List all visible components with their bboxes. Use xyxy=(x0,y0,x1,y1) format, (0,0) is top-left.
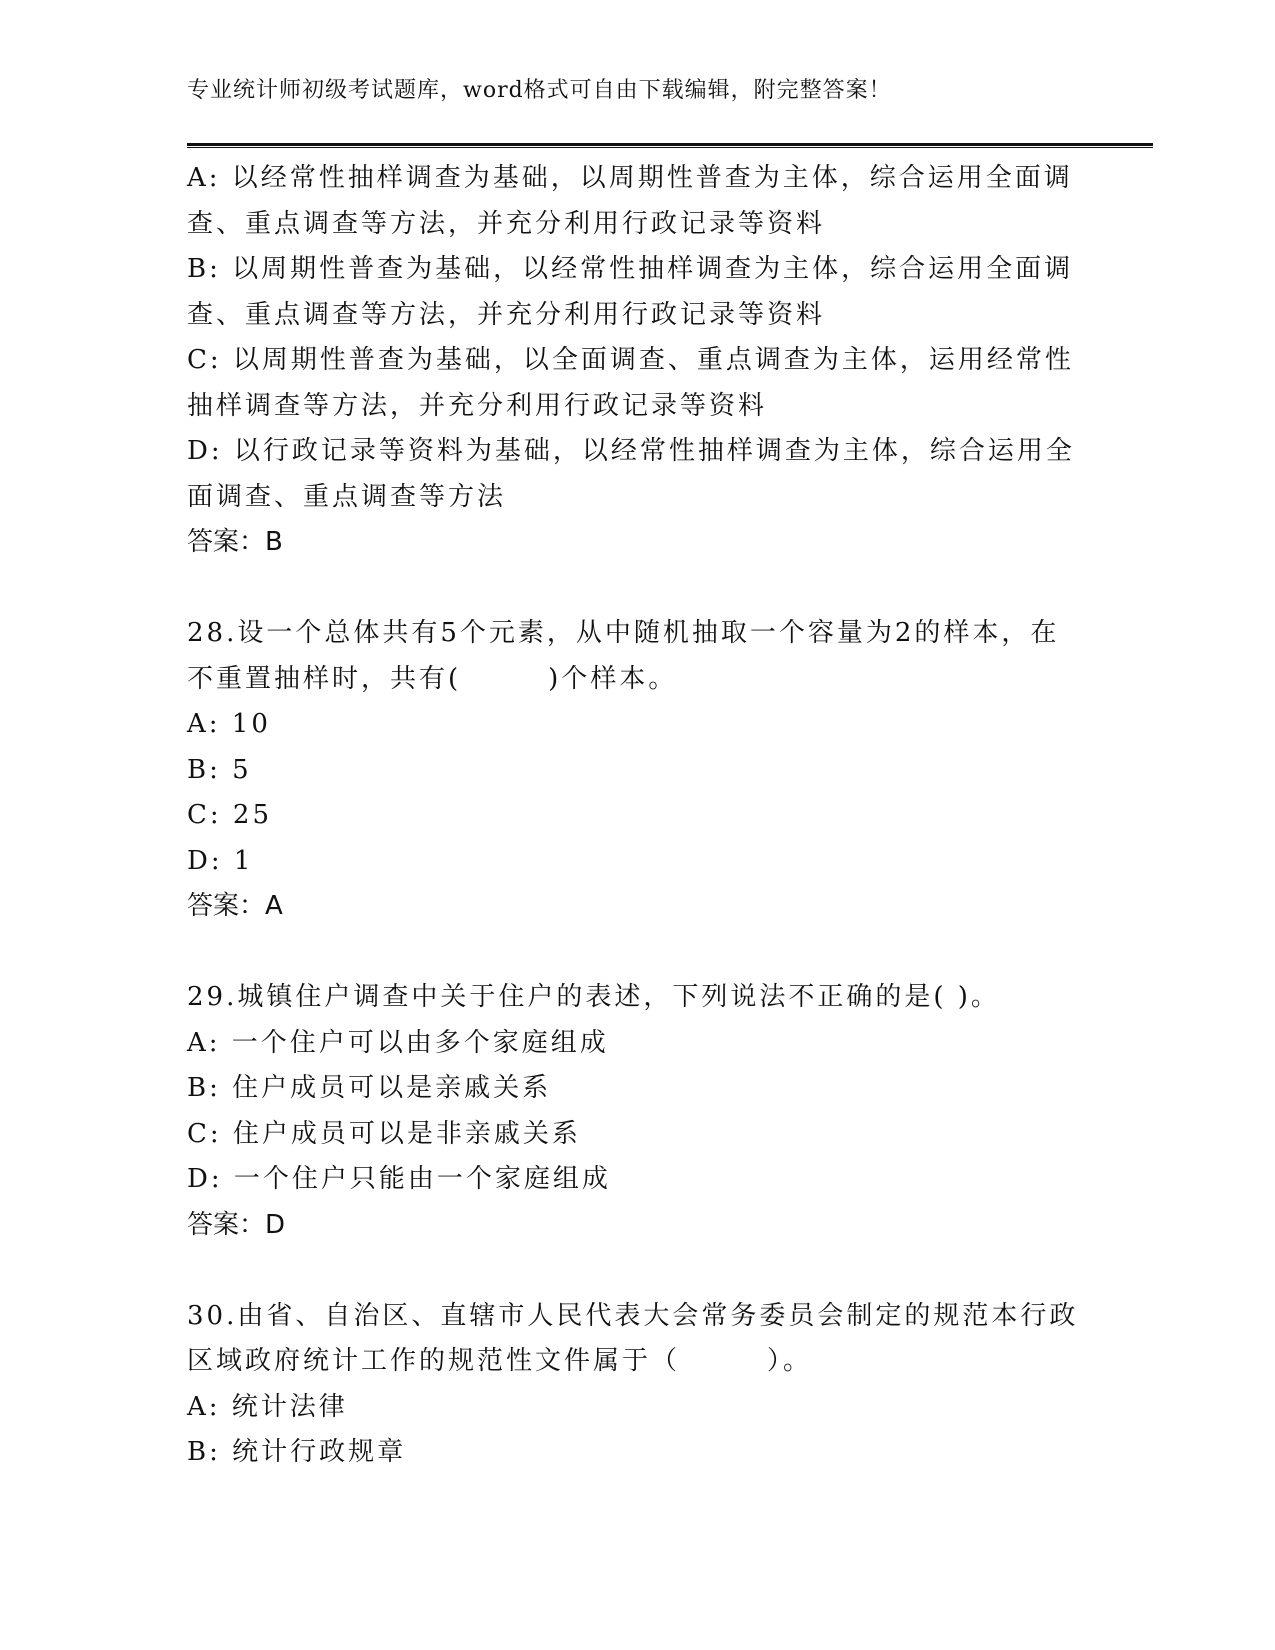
q30-option-a: A: 统计法律 xyxy=(187,1391,348,1422)
q28-option-b: B: 5 xyxy=(187,754,252,785)
q28-stem-line2: 不重置抽样时，共有( )个样本。 xyxy=(187,663,678,694)
q30-stem-line1: 30.由省、自治区、直辖市人民代表大会常务委员会制定的规范本行政 xyxy=(187,1300,1079,1331)
q27-option-a-line2: 查、重点调查等方法，并充分利用行政记录等资料 xyxy=(187,208,826,239)
q30-option-b: B: 统计行政规章 xyxy=(187,1437,407,1467)
q29-option-a: A: 一个住户可以由多个家庭组成 xyxy=(187,1027,609,1058)
header-divider xyxy=(187,143,1153,148)
q28-option-c: C: 25 xyxy=(187,800,273,830)
q29-option-b: B: 住户成员可以是亲戚关系 xyxy=(187,1073,552,1103)
spacer xyxy=(187,930,1087,976)
q28-answer: 答案：A xyxy=(187,891,283,921)
q28-option-a: A: 10 xyxy=(187,709,271,739)
q27-option-a-line1: A: 以经常性抽样调查为基础，以周期性普查为主体，综合运用全面调 xyxy=(187,163,1073,193)
q27-option-b-line1: B: 以周期性普查为基础，以经常性抽样调查为主体，综合运用全面调 xyxy=(187,254,1074,284)
q27-option-d-line1: D: 以行政记录等资料为基础，以经常性抽样调查为主体，综合运用全 xyxy=(187,436,1075,466)
q27-option-d-line2: 面调查、重点调查等方法 xyxy=(187,481,507,512)
page-header: 专业统计师初级考试题库，word格式可自由下载编辑，附完整答案！ xyxy=(187,78,892,103)
q28-option-d: D: 1 xyxy=(187,845,254,876)
q29-option-d: D: 一个住户只能由一个家庭组成 xyxy=(187,1164,611,1194)
spacer xyxy=(187,1248,1087,1294)
q28-stem-line1: 28.设一个总体共有5个元素，从中随机抽取一个容量为2的样本，在 xyxy=(187,618,1060,648)
q29-answer: 答案：D xyxy=(187,1209,286,1240)
q27-option-c-line2: 抽样调查等方法，并充分利用行政记录等资料 xyxy=(187,390,768,421)
q30-stem-line2: 区域政府统计工作的规范性文件属于（ ）。 xyxy=(187,1346,813,1376)
q27-answer: 答案：B xyxy=(187,527,283,557)
q27-option-c-line1: C: 以周期性普查为基础，以全面调查、重点调查为主体，运用经常性 xyxy=(187,345,1074,375)
question-content xyxy=(187,156,1087,1476)
q29-stem: 29.城镇住户调查中关于住户的表述，下列说法不正确的是( )。 xyxy=(187,982,1000,1012)
spacer xyxy=(187,566,1087,612)
q27-option-b-line2: 查、重点调查等方法，并充分利用行政记录等资料 xyxy=(187,299,826,330)
q29-option-c: C: 住户成员可以是非亲戚关系 xyxy=(187,1118,581,1149)
